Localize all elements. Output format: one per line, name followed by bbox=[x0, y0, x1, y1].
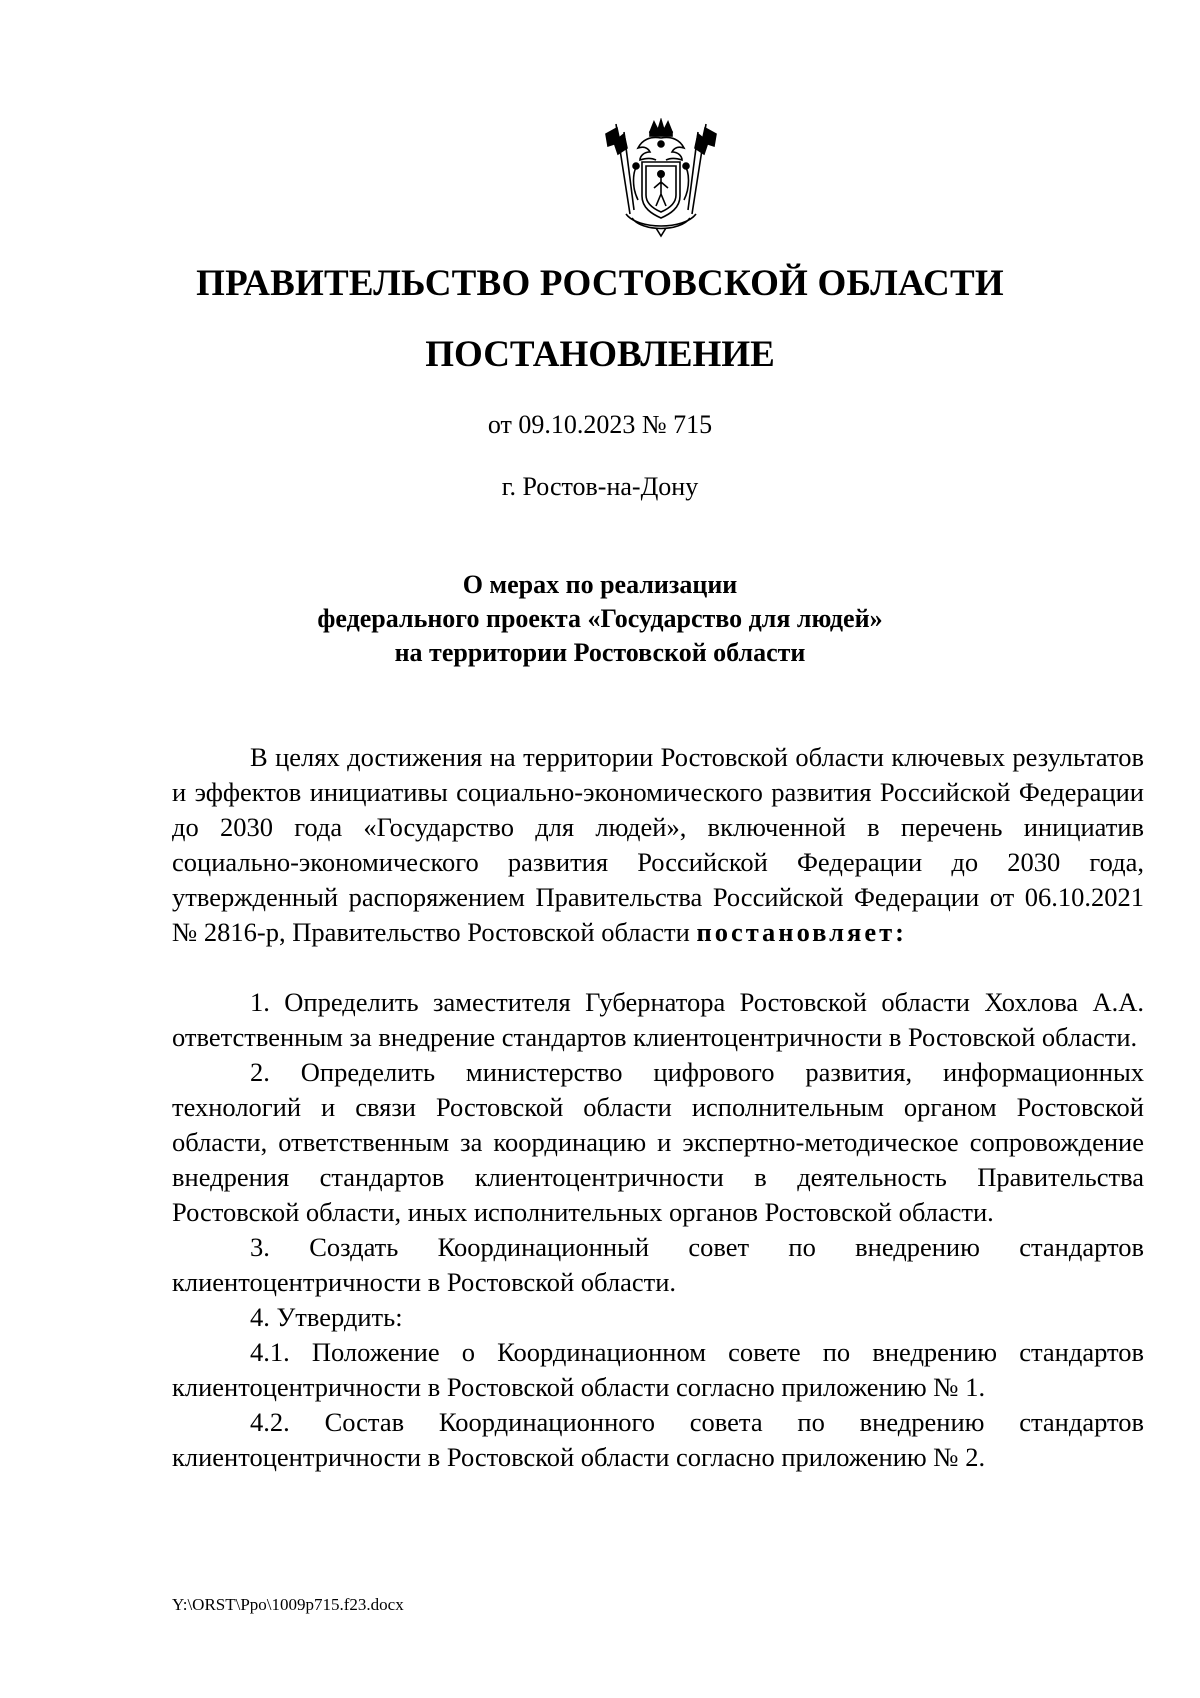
subject-line: О мерах по реализации bbox=[462, 570, 738, 599]
item-paragraph: 4. Утвердить: bbox=[250, 1302, 403, 1332]
document-date-number: от 09.10.2023 № 715 bbox=[487, 410, 713, 439]
document-place: г. Ростов-на-Дону bbox=[501, 472, 699, 501]
item-paragraph: 2. Определить министерство цифрового развития, информационных технологий и связи Ростовской области исполнительным органом Ростовской области, ответственным за координацию и экспертно-методическое сопровождение внедрения стандартов клиентоцентричности в деятельность Правительства Ростовской области, иных исполнительных органов Ростовской области. bbox=[172, 1057, 1144, 1227]
rostov-oblast-coat-of-arms-icon bbox=[598, 118, 724, 238]
subject-line: федерального проекта «Государство для людей» bbox=[317, 604, 883, 633]
subject-line: на территории Ростовской области bbox=[394, 638, 806, 667]
footer-file-path: Y:\ORST\Ppo\1009p715.f23.docx bbox=[172, 1595, 404, 1614]
preamble-text: В целях достижения на территории Ростовской области ключевых результатов и эффектов инициативы социально-экономического развития Российской Федерации до 2030 года «Государство для людей», включенной в перечень инициатив социально-экономического развития Российской Федерации до 2030 года, утвержденный распоряжением Правительства Российской Федерации от 06.10.2021 № 2816-р, Правительство Ростовской области bbox=[172, 742, 1144, 947]
government-title: ПРАВИТЕЛЬСТВО РОСТОВСКОЙ ОБЛАСТИ bbox=[196, 263, 1004, 304]
item-paragraph: 3. Создать Координационный совет по внедрению стандартов клиентоцентричности в Ростовской области. bbox=[172, 1232, 1144, 1297]
document-subject bbox=[0, 568, 1200, 670]
preamble-paragraph bbox=[172, 740, 1144, 950]
item-paragraph: 1. Определить заместителя Губернатора Ростовской области Хохлова А.А. ответственным за внедрение стандартов клиентоцентричности в Ростовской области. bbox=[172, 987, 1144, 1052]
item-paragraph: 4.1. Положение о Координационном совете по внедрению стандартов клиентоцентричности в Ростовской области согласно приложению № 1. bbox=[172, 1337, 1144, 1402]
document-body bbox=[172, 740, 1144, 1475]
preamble-emphasis: постановляет: bbox=[696, 917, 907, 947]
document-type-heading: ПОСТАНОВЛЕНИЕ bbox=[425, 334, 775, 375]
item-paragraph: 4.2. Состав Координационного совета по внедрению стандартов клиентоцентричности в Ростовской области согласно приложению № 2. bbox=[172, 1407, 1144, 1472]
